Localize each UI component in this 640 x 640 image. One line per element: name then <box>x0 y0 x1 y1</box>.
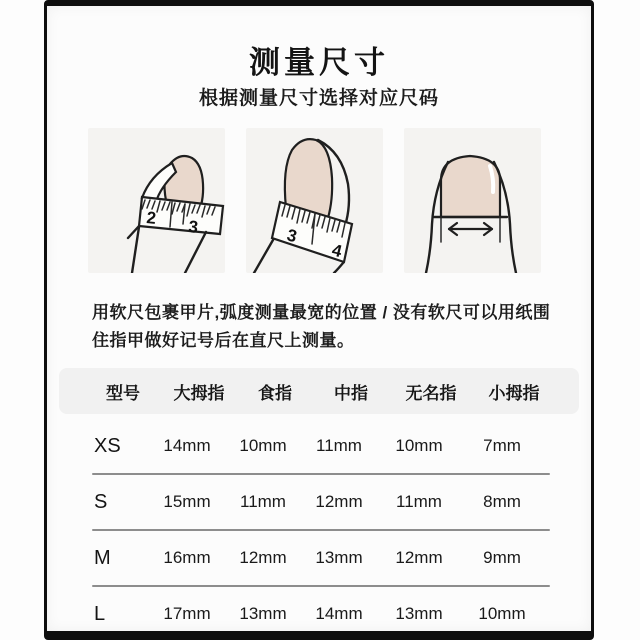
size-value: 14mm <box>163 436 211 455</box>
size-value: 12mm <box>395 548 443 567</box>
size-value: 11mm <box>240 492 286 511</box>
column-header-middle: 中指 <box>334 383 368 403</box>
page-title: 测量尺寸 <box>249 45 389 80</box>
finger-tape-tilted-icon <box>88 128 225 273</box>
size-value: 10mm <box>395 436 443 455</box>
size-value: 13mm <box>315 548 363 567</box>
column-header-ring: 无名指 <box>405 383 457 403</box>
size-value: 14mm <box>315 604 363 623</box>
table-row-l <box>47 587 591 631</box>
size-table-body <box>47 419 591 631</box>
size-table-header <box>59 368 579 414</box>
tape-number: 3 <box>187 217 199 237</box>
size-value: 13mm <box>239 604 287 623</box>
size-value: 9mm <box>483 548 521 567</box>
measurement-instructions <box>92 299 561 355</box>
size-value: 10mm <box>239 436 287 455</box>
tape-number: 3 <box>285 225 299 247</box>
column-header-thumb: 大拇指 <box>173 383 225 403</box>
size-value: 12mm <box>239 548 287 567</box>
size-value: 8mm <box>483 492 521 511</box>
illustration-width-arrow <box>404 128 541 273</box>
measurement-illustrations <box>88 128 541 273</box>
page-subtitle: 根据测量尺寸选择对应尺码 <box>198 88 439 109</box>
size-label: S <box>94 490 108 513</box>
table-row-xs <box>47 419 591 473</box>
size-value: 11mm <box>396 492 442 511</box>
tape-number: 4 <box>330 240 344 262</box>
size-value: 12mm <box>315 492 363 511</box>
size-value: 13mm <box>395 604 443 623</box>
instruction-line-1: 用软尺包裹甲片,弧度测量最宽的位置 / 没有软尺可以用纸围 <box>92 303 551 322</box>
size-label: M <box>94 546 111 569</box>
column-header-model: 型号 <box>106 383 140 403</box>
tape-number: 2 <box>145 208 157 228</box>
illustration-tape-tilted <box>88 128 225 273</box>
illustration-tape-upright <box>246 128 383 273</box>
size-value: 15mm <box>163 492 211 511</box>
size-value: 11mm <box>316 436 362 455</box>
size-value: 17mm <box>163 604 211 623</box>
size-value: 10mm <box>478 604 526 623</box>
column-header-index: 食指 <box>258 383 292 403</box>
content-card <box>44 0 594 640</box>
size-label: XS <box>94 434 121 457</box>
table-row-s <box>47 475 591 529</box>
instruction-line-2: 住指甲做好记号后在直尺上测量。 <box>92 331 355 350</box>
table-row-m <box>47 531 591 585</box>
width-arrow <box>449 223 492 235</box>
column-header-pinky: 小拇指 <box>488 383 540 403</box>
size-value: 7mm <box>483 436 521 455</box>
finger-tape-upright-icon <box>246 128 383 273</box>
size-value: 16mm <box>163 548 211 567</box>
size-label: L <box>94 602 106 625</box>
finger-width-arrow-icon <box>404 128 539 273</box>
